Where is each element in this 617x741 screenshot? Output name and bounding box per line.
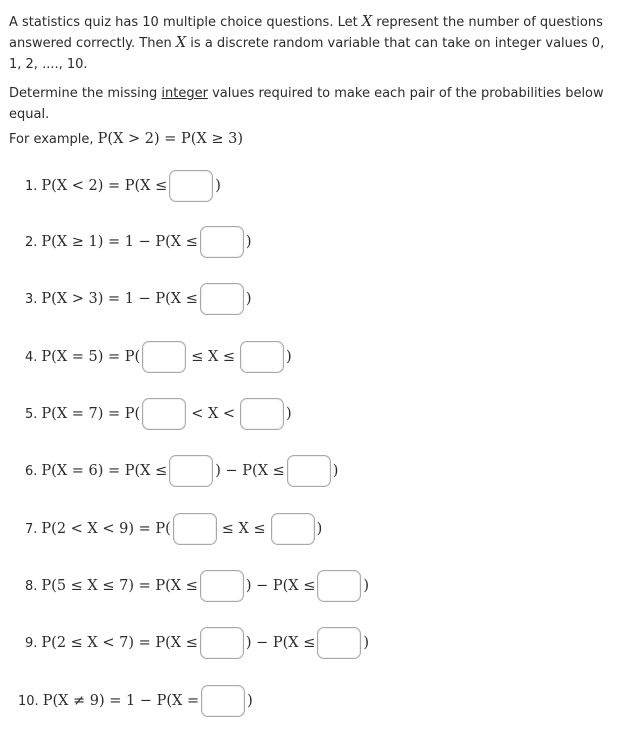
answer-input-6a[interactable] — [169, 455, 213, 487]
question-3: 3. P(X > 3) = 1 − P(X ≤ ) — [25, 279, 252, 319]
answer-input-3[interactable] — [200, 283, 244, 315]
intro-paragraph-2: Determine the missing integer values required to make each pair of the probabilities below equal. — [9, 86, 604, 122]
answer-input-7a[interactable] — [173, 513, 217, 545]
answer-input-5b[interactable] — [240, 398, 284, 430]
question-2: 2. P(X ≥ 1) = 1 − P(X ≤ ) — [25, 222, 252, 262]
answer-input-4b[interactable] — [240, 341, 284, 373]
answer-input-8a[interactable] — [200, 570, 244, 602]
answer-input-1[interactable] — [169, 170, 213, 202]
question-10: 10. P(X ≠ 9) = 1 − P(X = ) — [18, 681, 253, 721]
answer-input-5a[interactable] — [142, 398, 186, 430]
question-intro — [9, 12, 609, 150]
answer-input-8b[interactable] — [317, 570, 361, 602]
question-8: 8. P(5 ≤ X ≤ 7) = P(X ≤ ) − P(X ≤ ) — [25, 566, 369, 606]
question-7: 7. P(2 < X < 9) = P( ≤ X ≤ ) — [25, 509, 322, 549]
answer-input-7b[interactable] — [271, 513, 315, 545]
answer-input-2[interactable] — [200, 226, 244, 258]
answer-input-10[interactable] — [201, 685, 245, 717]
question-1: 1. P(X < 2) = P(X ≤ ) — [25, 166, 221, 206]
question-5: 5. P(X = 7) = P( < X < ) — [25, 394, 292, 434]
question-4: 4. P(X = 5) = P( ≤ X ≤ ) — [25, 337, 292, 377]
example-line: For example, P(X > 2) = P(X ≥ 3) — [9, 131, 244, 147]
answer-input-9b[interactable] — [317, 627, 361, 659]
answer-input-9a[interactable] — [200, 627, 244, 659]
question-6: 6. P(X = 6) = P(X ≤ ) − P(X ≤ ) — [25, 451, 338, 491]
intro-paragraph-1: A statistics quiz has 10 multiple choice questions. Let X represent the number of questions answered correctly. Then X is a discrete random variable that can take on integer values 0, 1, 2, ...., 10. — [9, 14, 605, 72]
example-equation: P(X > 2) = P(X ≥ 3) — [97, 131, 244, 147]
question-9: 9. P(2 ≤ X < 7) = P(X ≤ ) − P(X ≤ ) — [25, 623, 369, 663]
answer-input-6b[interactable] — [287, 455, 331, 487]
integer-emphasis: integer — [161, 86, 208, 101]
answer-input-4a[interactable] — [142, 341, 186, 373]
